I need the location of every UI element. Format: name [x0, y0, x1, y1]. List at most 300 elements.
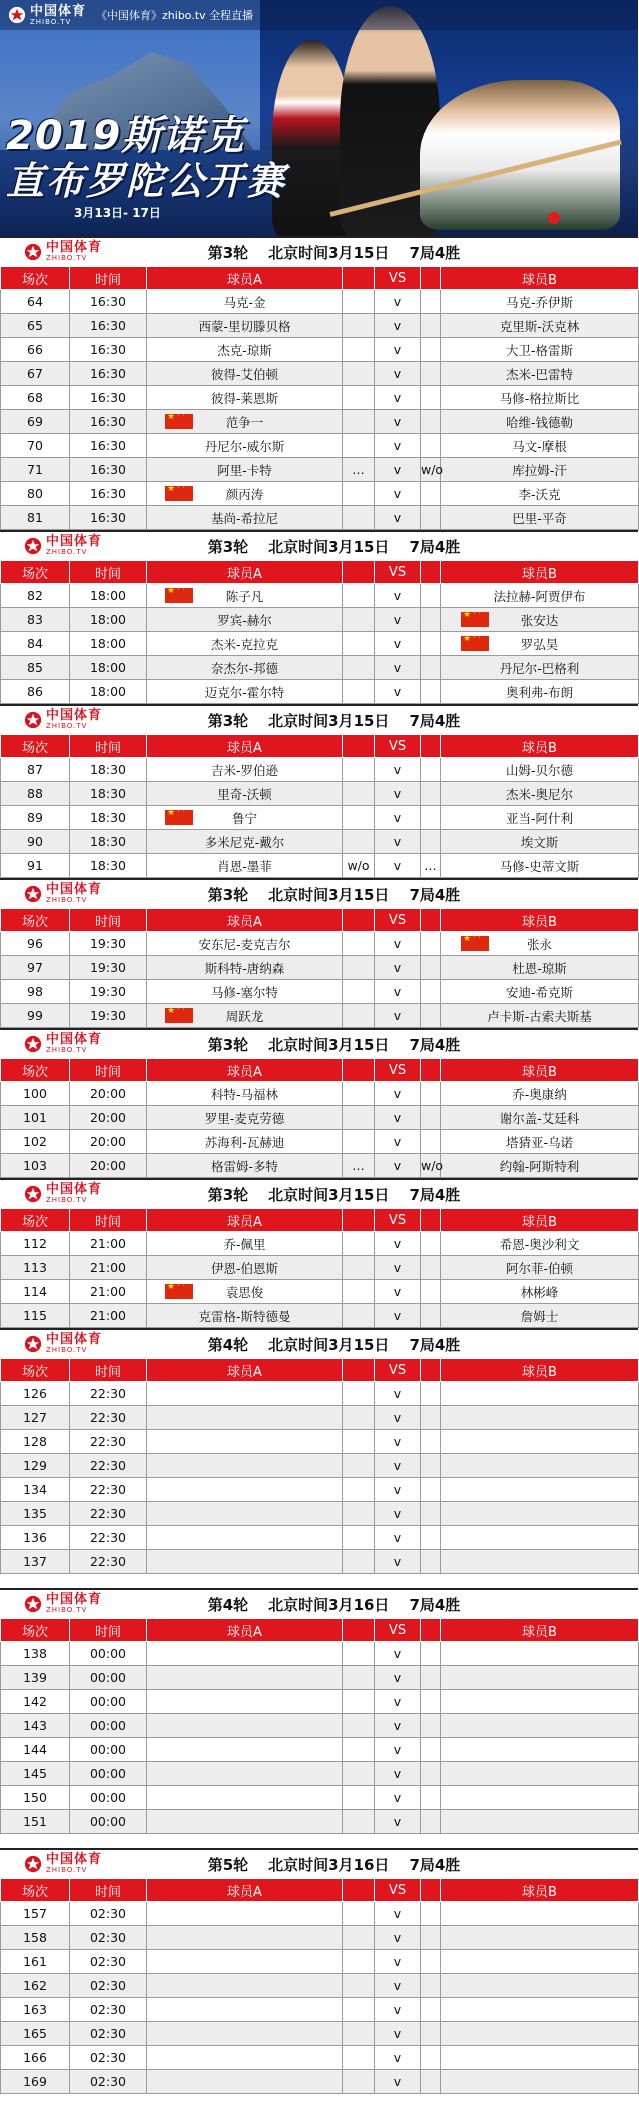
score-b	[421, 2022, 441, 2046]
player-b-name: 巴里-平奇	[512, 510, 567, 526]
vs-label: v	[375, 1430, 421, 1454]
player-b-name: 克里斯-沃克林	[499, 318, 580, 334]
score-a	[343, 956, 375, 980]
logo-text-en: ZHIBO.TV	[46, 1196, 88, 1204]
match-time: 02:30	[70, 1902, 147, 1926]
match-number: 70	[1, 434, 70, 458]
table-row	[1, 656, 639, 680]
score-b	[421, 506, 441, 530]
score-b	[421, 1106, 441, 1130]
match-number: 158	[1, 1926, 70, 1950]
player-b-cell	[441, 1810, 639, 1834]
player-b-cell	[441, 806, 639, 830]
score-b	[421, 290, 441, 314]
table-row	[1, 1762, 639, 1786]
schedule-table	[0, 266, 639, 530]
match-time: 00:00	[70, 1810, 147, 1834]
table-row	[1, 1232, 639, 1256]
score-a	[343, 1926, 375, 1950]
table-header-row	[1, 267, 639, 290]
match-time: 16:30	[70, 314, 147, 338]
vs-label: v	[375, 782, 421, 806]
player-a-cell	[147, 1666, 343, 1690]
score-b	[421, 1786, 441, 1810]
player-a-cell	[147, 1430, 343, 1454]
match-time: 22:30	[70, 1454, 147, 1478]
zhibo-tv-logo-icon	[24, 1595, 42, 1613]
match-number: 134	[1, 1478, 70, 1502]
vs-label: v	[375, 1256, 421, 1280]
score-b	[421, 362, 441, 386]
column-header-vs: VS	[375, 1879, 421, 1902]
score-a	[343, 1430, 375, 1454]
banner-title-line2: 直布罗陀公开赛	[6, 159, 287, 203]
section-logo	[24, 1183, 102, 1204]
score-a	[343, 1004, 375, 1028]
match-number: 112	[1, 1232, 70, 1256]
player-a-cell	[147, 656, 343, 680]
player-a-cell	[147, 1738, 343, 1762]
player-a-name: 罗里-麦克劳德	[204, 1110, 285, 1126]
column-header-match: 场次	[1, 561, 70, 584]
match-time: 16:30	[70, 434, 147, 458]
section-round: 第3轮	[207, 711, 249, 730]
section-format: 7局4胜	[409, 885, 461, 904]
table-row	[1, 1478, 639, 1502]
table-row	[1, 410, 639, 434]
player-a-cell	[147, 1950, 343, 1974]
player-b-name: 阿尔菲-伯顿	[505, 1260, 573, 1276]
player-a-cell	[147, 1082, 343, 1106]
vs-label: v	[375, 1478, 421, 1502]
match-time: 22:30	[70, 1478, 147, 1502]
score-a	[343, 1232, 375, 1256]
table-row	[1, 782, 639, 806]
player-b-cell	[441, 1666, 639, 1690]
player-b-cell	[441, 584, 639, 608]
logo-text-en: ZHIBO.TV	[30, 17, 72, 26]
match-number: 88	[1, 782, 70, 806]
player-a-name: 周跃龙	[225, 1008, 264, 1024]
table-row	[1, 2022, 639, 2046]
player-b-name: 法拉赫-阿贾伊布	[493, 588, 586, 604]
match-number: 85	[1, 656, 70, 680]
player-a-cell	[147, 830, 343, 854]
player-a-cell	[147, 608, 343, 632]
match-number: 143	[1, 1714, 70, 1738]
score-a	[343, 1082, 375, 1106]
player-a-cell	[147, 1232, 343, 1256]
table-row	[1, 1454, 639, 1478]
match-number: 150	[1, 1786, 70, 1810]
vs-label: v	[375, 680, 421, 704]
player-b-cell	[441, 1902, 639, 1926]
section-format: 7局4胜	[409, 1855, 461, 1874]
match-number: 82	[1, 584, 70, 608]
table-row	[1, 1406, 639, 1430]
section-header	[0, 704, 638, 734]
logo-text-en: ZHIBO.TV	[46, 1346, 88, 1354]
match-number: 64	[1, 290, 70, 314]
column-header-player-a: 球员A	[147, 1879, 343, 1902]
column-header-player-a: 球员A	[147, 1619, 343, 1642]
player-b-cell	[441, 1738, 639, 1762]
match-number: 115	[1, 1304, 70, 1328]
logo-text-en: ZHIBO.TV	[46, 254, 88, 262]
score-b	[421, 1810, 441, 1834]
logo-text-cn: 中国体育	[46, 240, 103, 255]
section-round: 第5轮	[207, 1855, 249, 1874]
score-a	[343, 1642, 375, 1666]
column-header-vs: VS	[375, 267, 421, 290]
match-time: 16:30	[70, 290, 147, 314]
vs-label: v	[375, 956, 421, 980]
player-a-cell	[147, 854, 343, 878]
player-b-cell	[441, 362, 639, 386]
column-header-score-a	[343, 1619, 375, 1642]
match-time: 20:00	[70, 1106, 147, 1130]
player-a-name: 多米尼克-戴尔	[204, 834, 285, 850]
match-time: 18:30	[70, 854, 147, 878]
section-beijing-time: 北京时间3月15日	[268, 1185, 390, 1204]
player-b-cell	[441, 290, 639, 314]
score-a	[343, 1382, 375, 1406]
logo-text-en: ZHIBO.TV	[46, 1046, 88, 1054]
vs-label: v	[375, 632, 421, 656]
table-row	[1, 362, 639, 386]
match-number: 138	[1, 1642, 70, 1666]
table-row	[1, 1738, 639, 1762]
schedule-table	[0, 1878, 639, 2094]
section-header	[0, 1028, 638, 1058]
match-time: 22:30	[70, 1430, 147, 1454]
table-header-row	[1, 561, 639, 584]
vs-label: v	[375, 854, 421, 878]
player-a-cell	[147, 1304, 343, 1328]
score-a	[343, 1130, 375, 1154]
score-a	[343, 434, 375, 458]
table-row	[1, 1902, 639, 1926]
player-a-cell	[147, 782, 343, 806]
table-row	[1, 1130, 639, 1154]
match-time: 18:00	[70, 656, 147, 680]
player-a-cell	[147, 410, 343, 434]
table-header-row	[1, 1059, 639, 1082]
player-a-cell	[147, 1256, 343, 1280]
match-number: 145	[1, 1762, 70, 1786]
match-time: 21:00	[70, 1280, 147, 1304]
zhibo-tv-logo-icon	[24, 537, 42, 555]
zhibo-tv-logo-icon	[24, 1035, 42, 1053]
player-a-name: 鲁宁	[231, 810, 257, 826]
vs-label: v	[375, 1690, 421, 1714]
table-row	[1, 854, 639, 878]
logo-text-cn: 中国体育	[46, 1592, 103, 1607]
table-header-row	[1, 735, 639, 758]
match-number: 97	[1, 956, 70, 980]
score-b	[421, 1082, 441, 1106]
score-b	[421, 1550, 441, 1574]
player-b-cell	[441, 1004, 639, 1028]
table-row	[1, 584, 639, 608]
match-time: 02:30	[70, 2070, 147, 2094]
score-b	[421, 2070, 441, 2094]
match-number: 66	[1, 338, 70, 362]
table-row	[1, 1256, 639, 1280]
table-row	[1, 1926, 639, 1950]
player-b-cell	[441, 1502, 639, 1526]
player-b-name: 张安达	[520, 612, 559, 628]
section-header	[0, 1588, 638, 1618]
score-b	[421, 1690, 441, 1714]
player-b-name: 哈维-钱德勒	[505, 414, 573, 430]
player-b-name: 杜恩-琼斯	[512, 960, 567, 976]
player-b-cell	[441, 830, 639, 854]
match-number: 137	[1, 1550, 70, 1574]
match-time: 22:30	[70, 1382, 147, 1406]
match-number: 68	[1, 386, 70, 410]
section-logo	[24, 883, 102, 904]
zhibo-tv-logo-icon	[24, 711, 42, 729]
match-number: 96	[1, 932, 70, 956]
china-flag-icon	[461, 936, 489, 951]
player-b-cell	[441, 656, 639, 680]
vs-label: v	[375, 1406, 421, 1430]
section-logo	[24, 1033, 102, 1054]
player-b-name: 马修-格拉斯比	[499, 390, 580, 406]
score-b	[421, 1130, 441, 1154]
vs-label: v	[375, 2022, 421, 2046]
column-header-player-b: 球员B	[441, 1619, 639, 1642]
column-header-score-a	[343, 1209, 375, 1232]
match-number: 87	[1, 758, 70, 782]
score-a	[343, 806, 375, 830]
match-number: 165	[1, 2022, 70, 2046]
column-header-vs: VS	[375, 561, 421, 584]
zhibo-tv-logo-icon	[24, 1335, 42, 1353]
schedule-table	[0, 1208, 639, 1328]
score-a	[343, 2046, 375, 2070]
player-a-cell	[147, 338, 343, 362]
vs-label: v	[375, 1502, 421, 1526]
player-b-cell	[441, 632, 639, 656]
match-number: 71	[1, 458, 70, 482]
player-b-cell	[441, 1154, 639, 1178]
player-b-cell	[441, 1926, 639, 1950]
column-header-time: 时间	[70, 1879, 147, 1902]
vs-label: v	[375, 1950, 421, 1974]
player-a-cell	[147, 632, 343, 656]
column-header-vs: VS	[375, 1209, 421, 1232]
player-b-name: 山姆-贝尔德	[505, 762, 573, 778]
player-a-name: 罗宾-赫尔	[217, 612, 272, 628]
section-round: 第4轮	[207, 1335, 249, 1354]
player-a-name: 彼得-艾伯顿	[210, 366, 278, 382]
column-header-player-a: 球员A	[147, 735, 343, 758]
score-a	[343, 1666, 375, 1690]
player-b-name: 乔-奥康纳	[512, 1086, 567, 1102]
player-b-name: 约翰-阿斯特利	[499, 1158, 580, 1174]
match-time: 00:00	[70, 1762, 147, 1786]
player-b-cell	[441, 1550, 639, 1574]
section-format: 7局4胜	[409, 1595, 461, 1614]
banner-logo[interactable]	[8, 5, 86, 26]
player-b-cell	[441, 1256, 639, 1280]
player-a-name: 马修-塞尔特	[210, 984, 278, 1000]
match-number: 157	[1, 1902, 70, 1926]
player-a-cell	[147, 1382, 343, 1406]
banner-top-bar	[0, 0, 638, 30]
player-a-name: 杰克-琼斯	[217, 342, 272, 358]
player-a-name: 颜丙涛	[225, 486, 264, 502]
player-a-name: 安东尼-麦克吉尔	[198, 936, 291, 952]
player-a-cell	[147, 434, 343, 458]
match-number: 136	[1, 1526, 70, 1550]
vs-label: v	[375, 1926, 421, 1950]
match-number: 126	[1, 1382, 70, 1406]
china-flag-icon	[165, 1284, 193, 1299]
player-b-name: 丹尼尔-巴格利	[499, 660, 580, 676]
vs-label: v	[375, 1304, 421, 1328]
player-b-cell	[441, 2046, 639, 2070]
column-header-time: 时间	[70, 1059, 147, 1082]
score-b	[421, 386, 441, 410]
section-format: 7局4胜	[409, 1035, 461, 1054]
match-time: 16:30	[70, 482, 147, 506]
vs-label: v	[375, 2070, 421, 2094]
player-b-cell	[441, 410, 639, 434]
player-a-cell	[147, 1926, 343, 1950]
score-b	[421, 1406, 441, 1430]
vs-label: v	[375, 932, 421, 956]
section-beijing-time: 北京时间3月15日	[268, 1335, 390, 1354]
table-row	[1, 806, 639, 830]
player-b-cell	[441, 1232, 639, 1256]
table-row	[1, 1502, 639, 1526]
match-time: 00:00	[70, 1666, 147, 1690]
score-b	[421, 1232, 441, 1256]
score-b	[421, 830, 441, 854]
schedule-table	[0, 1058, 639, 1178]
vs-label: v	[375, 1082, 421, 1106]
score-b	[421, 1926, 441, 1950]
section-header	[0, 530, 638, 560]
score-a	[343, 1304, 375, 1328]
vs-label: v	[375, 656, 421, 680]
match-time: 22:30	[70, 1502, 147, 1526]
match-number: 81	[1, 506, 70, 530]
player-a-cell	[147, 482, 343, 506]
section-logo	[24, 241, 102, 262]
player-a-cell	[147, 362, 343, 386]
player-b-name: 林彬峰	[520, 1284, 559, 1300]
player-a-cell	[147, 1526, 343, 1550]
player-a-cell	[147, 1714, 343, 1738]
player-b-cell	[441, 1454, 639, 1478]
match-time: 00:00	[70, 1738, 147, 1762]
column-header-match: 场次	[1, 1059, 70, 1082]
score-a	[343, 632, 375, 656]
match-number: 102	[1, 1130, 70, 1154]
match-number: 128	[1, 1430, 70, 1454]
table-row	[1, 758, 639, 782]
vs-label: v	[375, 584, 421, 608]
match-number: 100	[1, 1082, 70, 1106]
score-b	[421, 632, 441, 656]
column-header-score-a	[343, 1879, 375, 1902]
match-number: 67	[1, 362, 70, 386]
match-time: 16:30	[70, 362, 147, 386]
column-header-player-a: 球员A	[147, 1059, 343, 1082]
match-time: 16:30	[70, 458, 147, 482]
match-number: 99	[1, 1004, 70, 1028]
player-a-name: 斯科特-唐纳森	[204, 960, 285, 976]
player-b-name: 塔猜亚-乌诺	[505, 1134, 573, 1150]
column-header-player-b: 球员B	[441, 561, 639, 584]
score-b	[421, 782, 441, 806]
logo-text-cn: 中国体育	[46, 708, 103, 723]
section-logo	[24, 1853, 102, 1874]
logo-text-en: ZHIBO.TV	[46, 1866, 88, 1874]
score-a	[343, 2022, 375, 2046]
score-a	[343, 1280, 375, 1304]
player-a-name: 彼得-莱恩斯	[210, 390, 278, 406]
match-number: 162	[1, 1974, 70, 1998]
player-a-cell	[147, 2046, 343, 2070]
logo-text-en: ZHIBO.TV	[46, 896, 88, 904]
player-b-cell	[441, 434, 639, 458]
score-b	[421, 1714, 441, 1738]
table-row	[1, 458, 639, 482]
match-number: 163	[1, 1998, 70, 2022]
table-row	[1, 2046, 639, 2070]
player-b-cell	[441, 386, 639, 410]
logo-text-cn: 中国体育	[30, 3, 87, 19]
player-b-cell	[441, 1998, 639, 2022]
match-number: 161	[1, 1950, 70, 1974]
section-round: 第3轮	[207, 537, 249, 556]
table-row	[1, 1550, 639, 1574]
score-a	[343, 1690, 375, 1714]
player-a-cell	[147, 1106, 343, 1130]
score-a	[343, 1406, 375, 1430]
zhibo-tv-logo-icon	[24, 1855, 42, 1873]
score-b	[421, 608, 441, 632]
section-beijing-time: 北京时间3月15日	[268, 1035, 390, 1054]
vs-label: v	[375, 314, 421, 338]
match-number: 91	[1, 854, 70, 878]
score-a	[343, 482, 375, 506]
table-row	[1, 434, 639, 458]
player-a-name: 奈杰尔-邦德	[210, 660, 278, 676]
player-a-name: 马克-金	[223, 294, 266, 310]
column-header-match: 场次	[1, 1619, 70, 1642]
vs-label: v	[375, 290, 421, 314]
score-b	[421, 1478, 441, 1502]
zhibo-tv-logo-icon	[8, 6, 26, 24]
match-time: 00:00	[70, 1714, 147, 1738]
match-number: 151	[1, 1810, 70, 1834]
section-format: 7局4胜	[409, 1335, 461, 1354]
score-a	[343, 314, 375, 338]
table-row	[1, 1526, 639, 1550]
column-header-vs: VS	[375, 1619, 421, 1642]
column-header-match: 场次	[1, 735, 70, 758]
score-a	[343, 2070, 375, 2094]
player-b-cell	[441, 1690, 639, 1714]
section-spacer	[0, 1574, 638, 1588]
player-a-cell	[147, 2022, 343, 2046]
